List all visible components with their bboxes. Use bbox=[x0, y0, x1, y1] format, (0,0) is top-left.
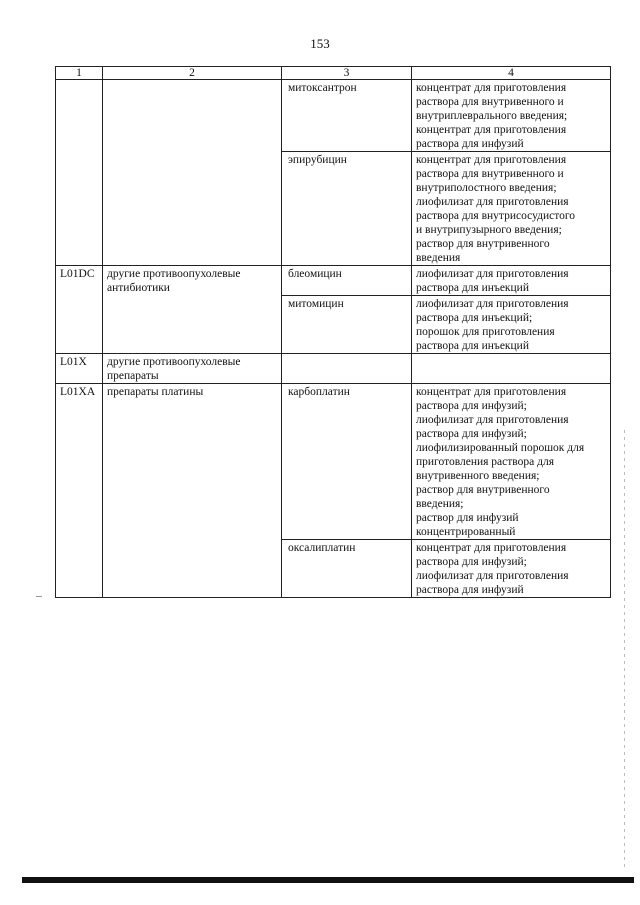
dosage-forms-cell: лиофилизат для приготовления раствора для инъекций bbox=[412, 266, 611, 296]
group-name-cell: другие противоопухолевые антибиотики bbox=[103, 266, 282, 354]
column-header-4: 4 bbox=[412, 67, 611, 80]
column-header-3: 3 bbox=[282, 67, 412, 80]
drug-name-cell: митоксантрон bbox=[282, 80, 412, 152]
dosage-forms-cell bbox=[412, 354, 611, 384]
drug-name-cell bbox=[282, 354, 412, 384]
header-row bbox=[56, 67, 611, 80]
page-number: 153 bbox=[310, 36, 330, 51]
drug-name-cell: митомицин bbox=[282, 296, 412, 354]
table-row bbox=[56, 384, 611, 540]
drug-table bbox=[55, 66, 611, 598]
table-row bbox=[56, 354, 611, 384]
atc-code-cell: L01XA bbox=[56, 384, 103, 598]
dosage-forms-cell: концентрат для приготовления раствора для инфузий; лиофилизат для приготовления раствора для инфузий bbox=[412, 540, 611, 598]
dosage-forms-cell: концентрат для приготовления раствора для внутривенного и внутриполостного введения; лиофилизат для приготовления раствора для внутрисосудистого и внутрипузырного введения; раствор для внутривенного введения bbox=[412, 152, 611, 266]
column-header-1: 1 bbox=[56, 67, 103, 80]
dosage-forms-cell: концентрат для приготовления раствора для внутривенного и внутриплеврального введения; концентрат для приготовления раствора для инфузий bbox=[412, 80, 611, 152]
drug-name-cell: оксалиплатин bbox=[282, 540, 412, 598]
scan-margin-mark bbox=[624, 430, 625, 870]
drug-name-cell: эпирубицин bbox=[282, 152, 412, 266]
scan-speck bbox=[36, 596, 42, 597]
group-name-cell: препараты платины bbox=[103, 384, 282, 598]
dosage-forms-cell: концентрат для приготовления раствора для инфузий; лиофилизат для приготовления раствора для инфузий; лиофилизированный порошок для приготовления раствора для внутривенного введения; раствор для внутривенного введения; раствор для инфузий концентрированный bbox=[412, 384, 611, 540]
table-row bbox=[56, 266, 611, 296]
atc-code-cell bbox=[56, 80, 103, 266]
drug-name-cell: блеомицин bbox=[282, 266, 412, 296]
dosage-forms-cell: лиофилизат для приготовления раствора для инъекций; порошок для приготовления раствора для инъекций bbox=[412, 296, 611, 354]
drug-name-cell: карбоплатин bbox=[282, 384, 412, 540]
atc-code-cell: L01DC bbox=[56, 266, 103, 354]
group-name-cell: другие противоопухолевые препараты bbox=[103, 354, 282, 384]
atc-code-cell: L01X bbox=[56, 354, 103, 384]
column-header-2: 2 bbox=[103, 67, 282, 80]
table-row bbox=[56, 80, 611, 152]
scan-bottom-edge bbox=[22, 877, 634, 883]
group-name-cell bbox=[103, 80, 282, 266]
